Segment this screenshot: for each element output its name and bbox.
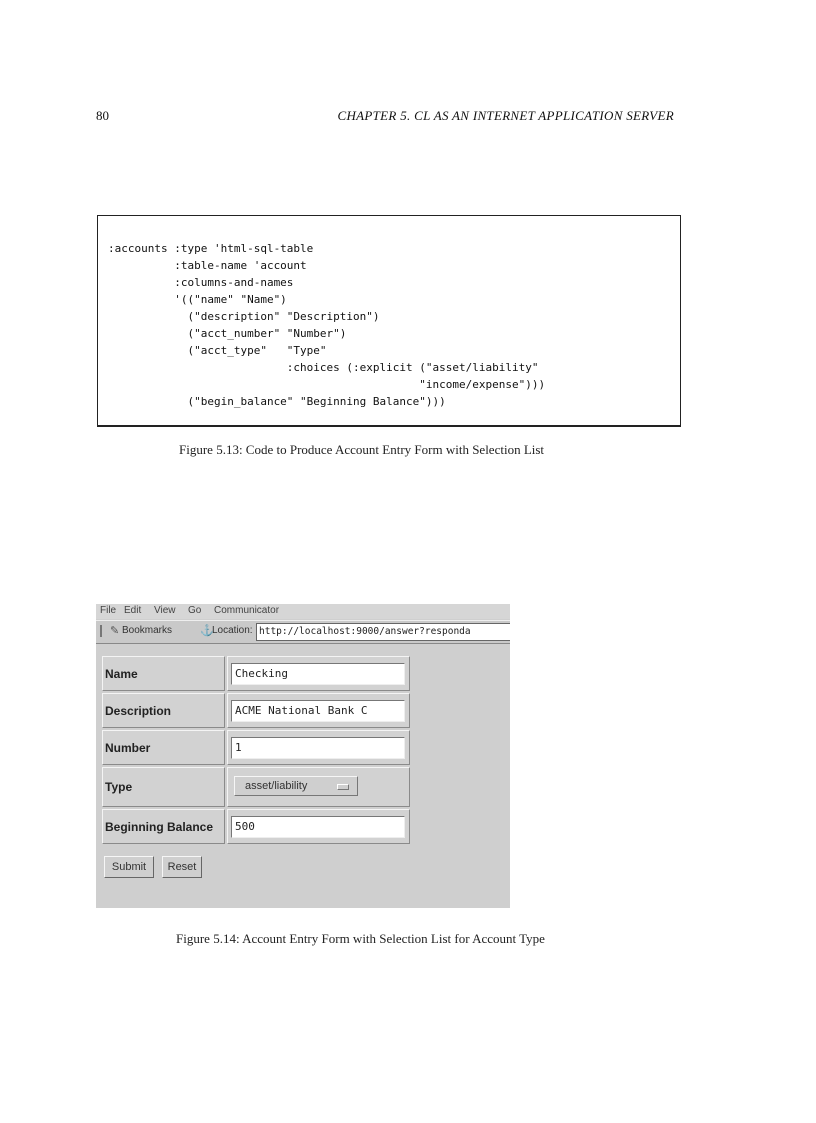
beginning-balance-input[interactable]: 500 xyxy=(231,816,405,838)
bookmark-icon: ✎ xyxy=(110,625,120,637)
type-select-value: asset/liability xyxy=(245,780,308,792)
type-label: Type xyxy=(102,767,225,807)
menu-go[interactable]: Go xyxy=(188,605,202,616)
code-line: '(("name" "Name") xyxy=(108,293,287,306)
description-cell xyxy=(227,693,410,728)
type-select[interactable] xyxy=(234,776,358,796)
reset-button[interactable]: Reset xyxy=(162,856,202,878)
name-label: Name xyxy=(102,656,225,691)
page-number: 80 xyxy=(96,108,109,123)
running-title: CHAPTER 5. CL AS AN INTERNET APPLICATION SERVER xyxy=(337,108,674,123)
menu-bar xyxy=(96,604,510,619)
code-line: ("acct_type" "Type" xyxy=(108,344,327,357)
bookmarks-button[interactable]: Bookmarks xyxy=(122,625,173,636)
code-listing xyxy=(97,215,681,427)
code-line: ("acct_number" "Number") xyxy=(108,327,347,340)
type-cell xyxy=(227,767,410,807)
number-label: Number xyxy=(102,730,225,765)
menu-edit[interactable]: Edit xyxy=(124,605,142,616)
code-line: ("begin_balance" "Beginning Balance"))) xyxy=(108,395,446,408)
code-line: :columns-and-names xyxy=(108,276,294,289)
code-line: ("description" "Description") xyxy=(108,310,380,323)
name-input[interactable]: Checking xyxy=(231,663,405,685)
code-line: :accounts :type 'html-sql-table xyxy=(108,242,314,255)
location-toolbar xyxy=(96,620,510,644)
description-input[interactable]: ACME National Bank C xyxy=(231,700,405,722)
submit-button[interactable]: Submit xyxy=(104,856,154,878)
code-line: "income/expense"))) xyxy=(108,378,546,391)
browser-screenshot xyxy=(96,604,510,908)
description-label: Description xyxy=(102,693,225,728)
code-line: :table-name 'account xyxy=(108,259,307,272)
name-cell xyxy=(227,656,410,691)
figure-caption: Figure 5.14: Account Entry Form with Selection List for Account Type xyxy=(176,931,545,946)
menu-file[interactable]: File xyxy=(100,605,117,616)
location-label: Location: xyxy=(212,625,253,636)
url-input[interactable]: http://localhost:9000/answer?responda xyxy=(256,623,510,641)
location-icon: ⚓ xyxy=(200,625,214,637)
dropdown-indicator-icon xyxy=(337,784,349,790)
beginning-balance-cell xyxy=(227,809,410,844)
toolbar-grip-icon[interactable] xyxy=(100,625,108,637)
number-input[interactable]: 1 xyxy=(231,737,405,759)
account-form xyxy=(102,656,410,844)
number-cell xyxy=(227,730,410,765)
code-line: :choices (:explicit ("asset/liability" xyxy=(108,361,539,374)
beginning-balance-label: Beginning Balance xyxy=(102,809,225,844)
menu-view[interactable]: View xyxy=(154,605,176,616)
menu-communicator[interactable]: Communicator xyxy=(214,605,280,616)
figure-caption: Figure 5.13: Code to Produce Account Entry Form with Selection List xyxy=(179,442,545,457)
